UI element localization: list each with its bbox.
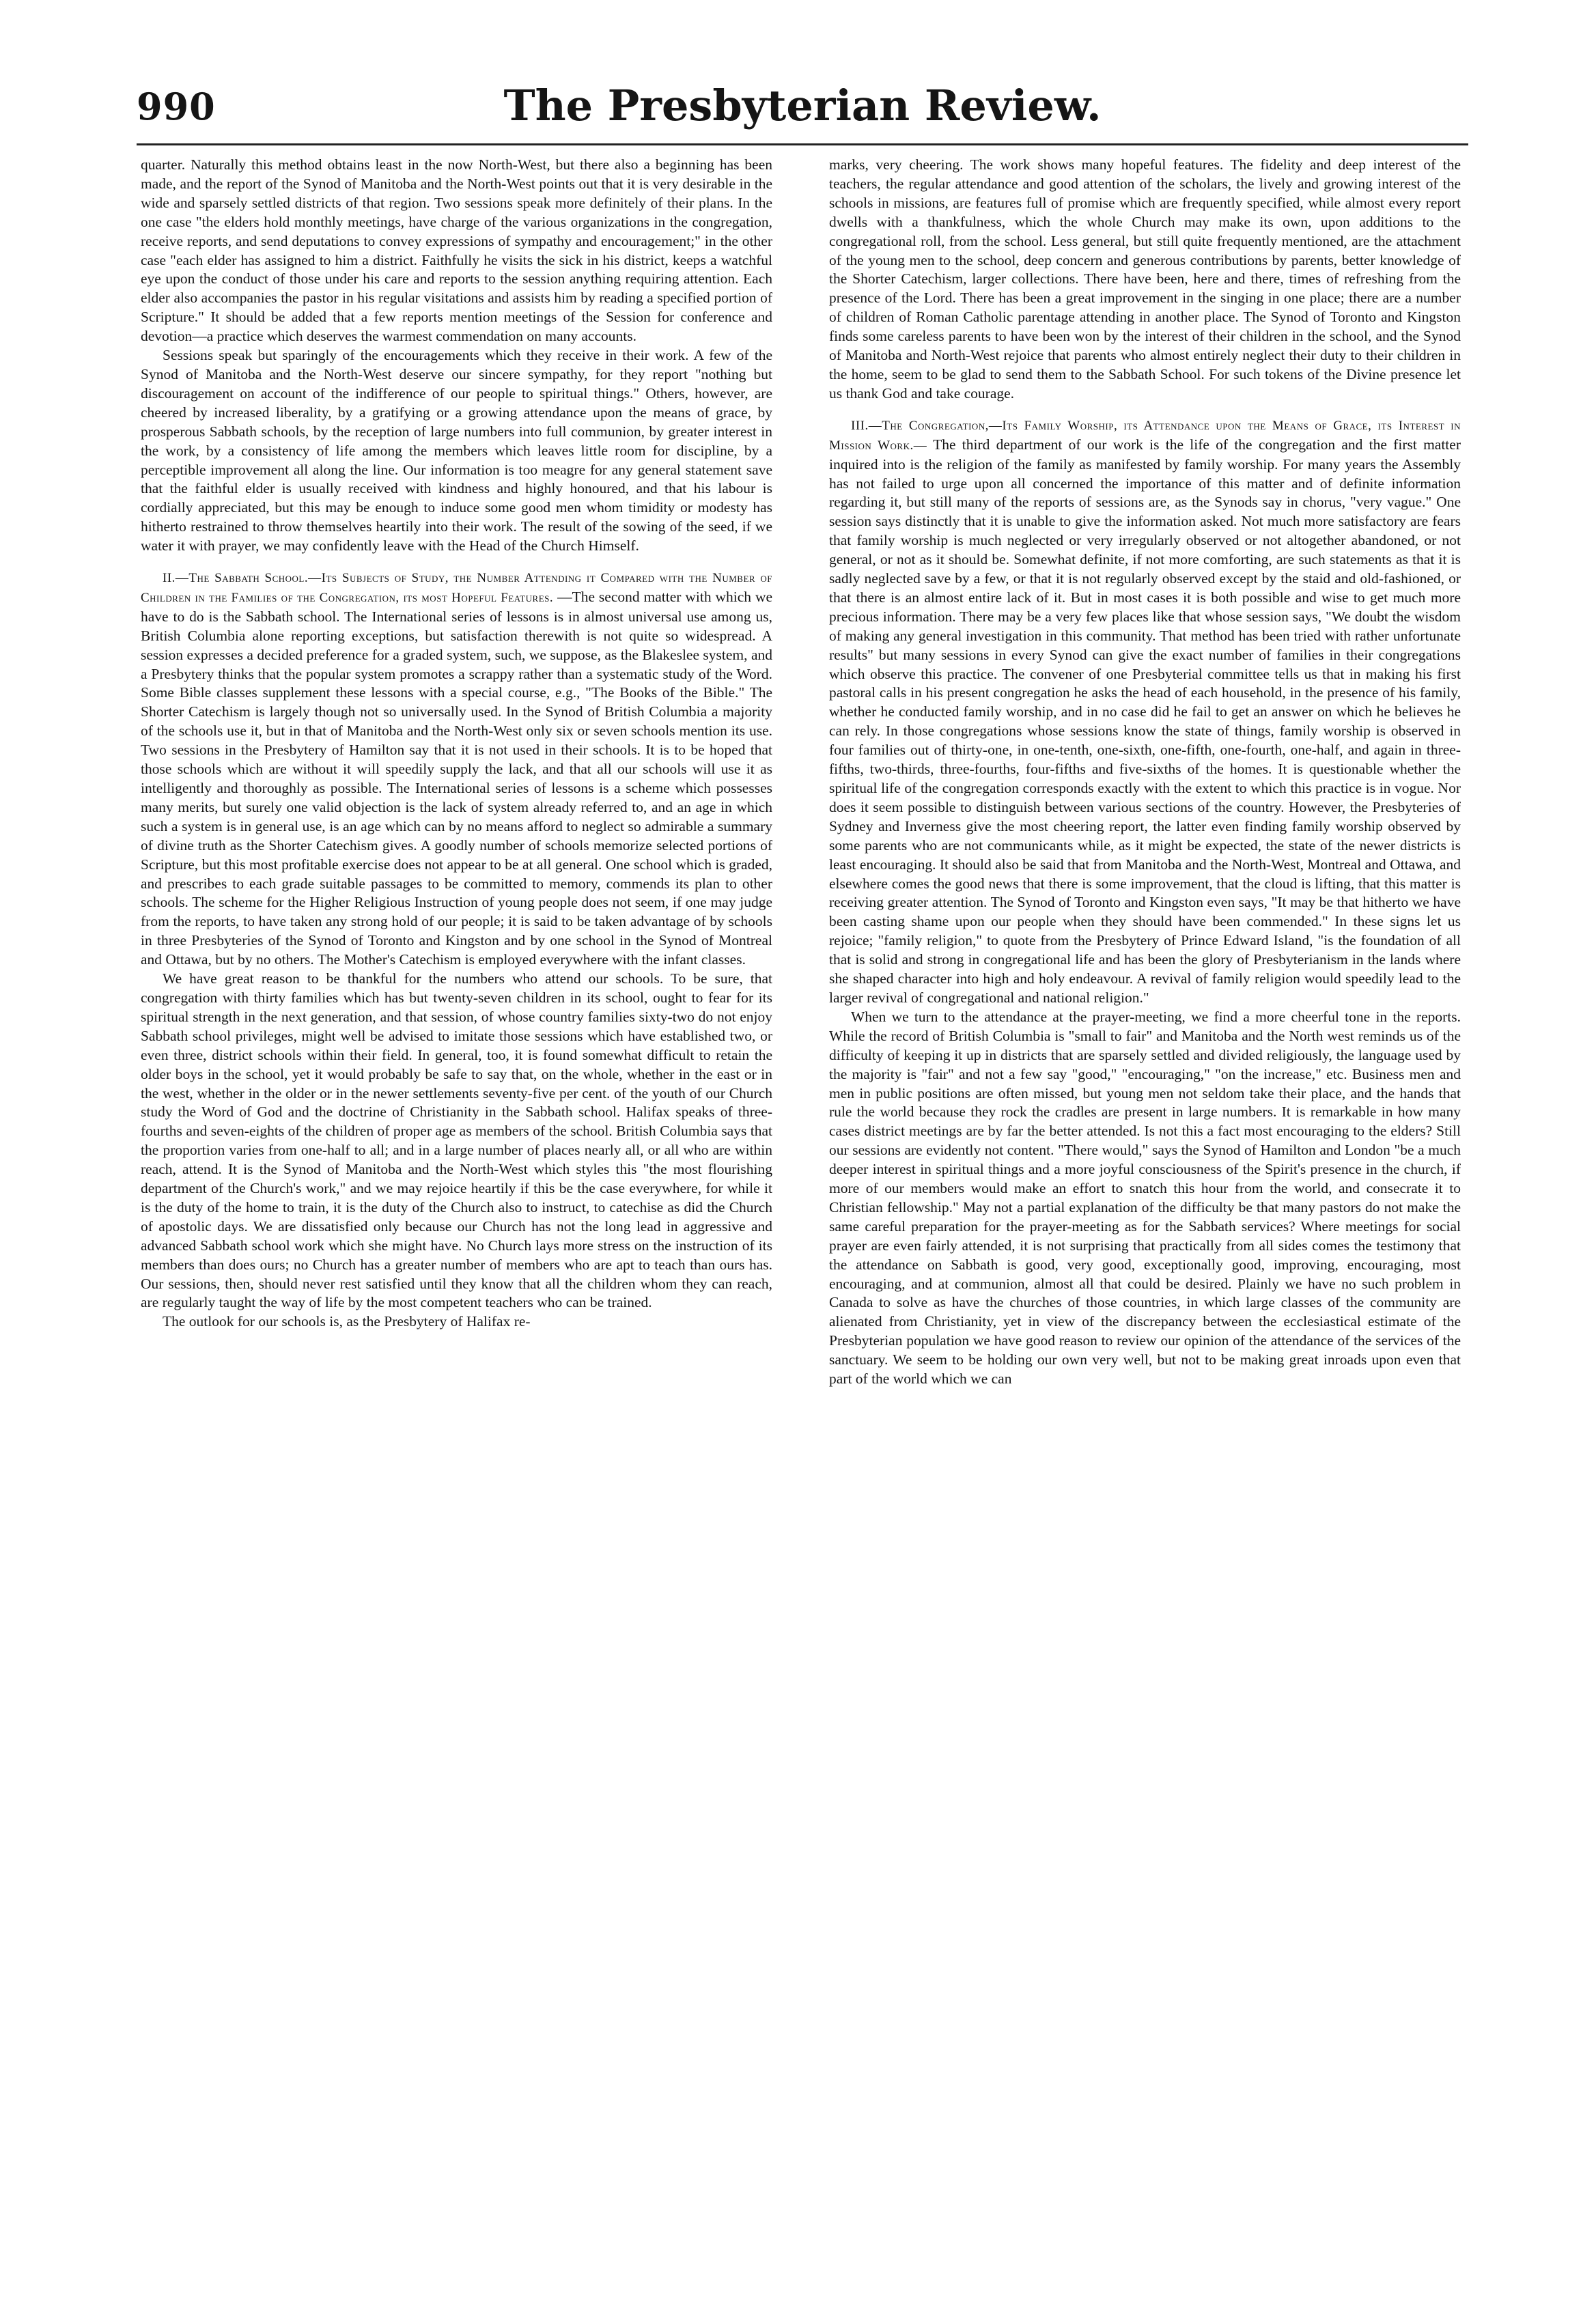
right-column <box>829 156 1461 2307</box>
paragraph: We have great reason to be thankful for the numbers who attend our schools. To be sure, that congregation with thirty families which has but twenty-seven children in its school, ought to fear for its spiritual strength in the next generation, and that session, of whose country families sixty-two do not enjoy Sabbath school privileges, might well be advised to imitate those sessions which have established two, or even three, district schools within their field. In general, too, it is found somewhat difficult to retain the older boys in the school, yet it would probably be safe to say that, on the whole, whether in the east or in the west, whether in the older or in the newer settlements seventy-five per cent. of the youth of our Church study the Word of God and the doctrine of Christianity in the Sabbath school. Halifax speaks of three-fourths and seven-eights of the children of proper age as members of the school. British Columbia says that the proportion varies from one-half to all; and in a large number of places nearly all, or all who are within reach, attend. It is the Synod of Manitoba and the North-West which styles this "the most flourishing department of the Church's work," and we may rejoice heartily if this be the case everywhere, for while it is the duty of the home to train, it is the duty of the Church also to instruct, to catechise as did the Church of apostolic days. We are dissatisfied only because our Church has not the long lead in aggressive and advanced Sabbath school work which she might have. No Church lays more stress on the instruction of its members than does ours; no Church has a greater number of members who are apt to teach than ours has. Our sessions, then, should never rest satisfied until they know that all the children whom they can reach, are regularly taught the way of life by the most competent teachers who can be trained. <box>141 970 772 1311</box>
section-ii <box>141 568 772 970</box>
section-heading: II.—The Sabbath School.—Its Subjects of Study, the Number Attending it Compared with the Number of Children in the Families of the Congregation, its most Hopeful Features. <box>141 571 772 605</box>
paragraph: marks, very cheering. The work shows many hopeful features. The fidelity and deep interest of the teachers, the regular attendance and good attention of the scholars, the lively and growing interest of the schools in missions, are features full of promise which are frequently specified, while almost every report dwells with a thankfulness, which the whole Church may make its own, upon additions to the congregational roll, from the school. Less general, but still quite frequently mentioned, are the attachment of the young men to the school, deep concern and generous contributions by parents, better knowledge of the Shorter Catechism, larger collections. There have been, here and there, times of refreshing from the presence of the Lord. There has been a great improvement in the singing in one place; there are a number of children of Roman Catholic parentage attending in another place. The Synod of Toronto and Kingston finds some careless parents to have been won by the interest of their children in the school, and the Synod of Manitoba and North-West rejoice that parents who almost entirely neglect their duty to their children in the home, seem to be glad to send them to the Sabbath School. For such tokens of the Divine presence let us thank God and take courage. <box>829 156 1461 402</box>
section-heading: III.—The Congregation,—Its Family Worship, its Attendance upon the Means of Grace, its Interest in Mission Work.— <box>829 418 1461 453</box>
paragraph: quarter. Naturally this method obtains least in the now North-West, but there also a beginning has been made, and the report of the Synod of Manitoba and the North-West points out that it is very desirable in the wide and sparsely settled districts of that region. Two sessions speak more definitely of their plans. In the one case "the elders hold monthly meetings, have charge of the various organizations in the congregation, receive reports, and send deputations to convey expressions of sympathy and encouragement;" in the other case "each elder has assigned to him a district. Faithfully he visits the sick in his district, keeps a watchful eye upon the conduct of those under his care and reports to the session anything requiring attention. Each elder also accompanies the pastor in his regular visitations and assists him by reading a specified portion of Scripture." It should be added that a few reports mention meetings of the Session for conference and devotion—a practice which deserves the warmest commendation on many accounts. <box>141 156 772 345</box>
section-iii <box>829 416 1461 1008</box>
left-column <box>141 156 772 2307</box>
paragraph: Sessions speak but sparingly of the encouragements which they receive in their work. A few of the Synod of Manitoba and the North-West deserve our sincere sympathy, for they report "nothing but discouragement on account of the indifference of our people to spiritual things." Others, however, are cheered by increased liberality, by a gratifying or a growing attendance upon the means of grace, by prosperous Sabbath schools, by the reception of large numbers into full communion, by greater interest in the work, by a consistency of life among the members which leaves little room for discipline, by a perceptible improvement all along the line. Our information is too meagre for any general statement save that the faithful elder is usually received with kindness and highly honoured, and that his labour is cordially appreciated, but this may be enough to induce some good men whom timidity or modesty has hitherto restrained to throw themselves heartily into their work. The result of the sowing of the seed, if we water it with prayer, we may confidently leave with the Head of the Church Himself. <box>141 347 772 554</box>
page-number: 990 <box>137 85 216 128</box>
header-rule <box>137 143 1468 145</box>
running-title: The Presbyterian Review. <box>503 81 1102 130</box>
page-header <box>137 81 1468 149</box>
paragraph: When we turn to the attendance at the prayer-meeting, we find a more cheerful tone in the reports. While the record of British Columbia is "small to fair" and Manitoba and the North west reminds us of the difficulty of keeping it up in districts that are sparsely settled and divided religiously, the language used by the majority is "fair" and not a few say "good," "encouraging," "on the increase," etc. Business men and men in public positions are often missed, but young men not seldom take their place, and the hands that rule the world because they rock the cradles are present in large numbers. It is remarkable in how many cases district meetings are by far the better attended. Is not this a fact most encouraging to the elders? Still our sessions are evidently not content. "There would," says the Synod of Hamilton and London "be a much deeper interest in spiritual things and a more joyful consciousness of the Spirit's presence in the church, if more of our members would make an effort to snatch this hour from the world, and consecrate it to Christian fellowship." May not a partial explanation of the difficulty be that many pastors do not make the same careful preparation for the prayer-meeting as for the Sabbath services? Where meetings for social prayer are even fairly attended, it is not surprising that practically from all sides comes the testimony that the attendance on Sabbath is good, very good, exceptionally good, improving, encouraging, most encouraging, and at communion, almost all that could be desired. Plainly we have no such problem in Canada to solve as have the churches of those countries, in which large classes of the community are alienated from Christianity, yet in view of the discrepancy between the ecclesiastical estimate of the Presbyterian population we have good reason to review our opinion of the attendance of the services of the sanctuary. We seem to be holding our own very well, but not to be making great inroads upon even that part of the world which we can <box>829 1008 1461 1388</box>
paragraph: The outlook for our schools is, as the Presbytery of Halifax re- <box>163 1313 531 1330</box>
section-body: The third department of our work is the life of the congregation and the first matter inquired into is the religion of the family as manifested by family worship. For many years the Assembly has not failed to urge upon all concerned the importance of this matter and of definite information regarding it, but still many of the reports of sessions are, as the Synods say in chorus, "very vague." One session says distinctly that it is unable to give the information asked. Not much more satisfactory are fears that family worship is much neglected or very irregularly observed or not altogether abandoned, or not general, or not as it should be. Somewhat definite, if not more comforting, are such statements as that it is sadly neglected save by a few, or that it is not regularly observed except by the staid and old-fashioned, or that there is an almost entire lack of it. But in most cases it is both possible and wise to get much more precious information. There may be a very few places like that whose session says, "We doubt the wisdom of making any general investigation in this community. That method has been tried with rather unfortunate results" but many sessions in every Synod can give the exact number of families in their congregations which observe this practice. The convener of one Presbyterial committee tells us that in making his first pastoral calls in his present congregation he asks the head of each household, in the presence of his family, whether he conducted family worship, and in no case did he fail to get an answer on which he believes he can rely. In those congregations whose sessions know the state of things, family worship is observed in four families out of thirty-one, in one-tenth, one-sixth, one-fifth, one-fourth, one-half, and again in three-fifths, two-thirds, three-fourths, four-fifths and five-sixths of the homes. It is questionable whether the spiritual life of the congregation corresponds exactly with the extent to which this practice is in vogue. Nor does it seem possible to distinguish between various sections of the country. However, the Presbyteries of Sydney and Inverness give the most cheering report, the latter even finding family worship observed by some parents who are not communicants while, as it might be expected, the state of the newer districts is least encouraging. It should also be said that from Manitoba and the North-West, Montreal and Ottawa, and elsewhere comes the good news that there is some improvement, that the cloud is lifting, that this matter is receiving greater attention. The Synod of Toronto and Kingston even says, "It may be that hitherto we have been casting shame upon our people when they should have been commended." In these signs let us rejoice; "family religion," to quote from the Presbytery of Prince Edward Island, "is the foundation of all that is solid and strong in congregational life and has been the glory of Presbyterianism in the lands where she shaped character into high and holy endeavour. A revival of family religion would speedily lead to the larger revival of congregational and national religion." <box>829 436 1461 1006</box>
section-body: —The second matter with which we have to do is the Sabbath school. The International series of lessons is in almost universal use among us, British Columbia alone reporting exceptions, but satisfaction therewith is not quite so widespread. A session expresses a decided preference for a graded system, such, we suppose, as the Blakeslee system, and a Presbytery thinks that the popular system promotes a scrappy rather than a systematic study of the Word. Some Bible classes supplement these lessons with a special course, e.g., "The Books of the Bible." The Shorter Catechism is largely though not so universally used. In the Synod of British Columbia a majority of the schools use it, but in that of Manitoba and the North-West only six or seven schools mention its use. Two sessions in the Presbytery of Hamilton say that it is not used in their schools. It is to be hoped that those schools which are without it will speedily supply the lack, and that all our schools will use it as intelligently and thoroughly as possible. The International series of lessons is a scheme which possesses many merits, but surely one valid objection is the lack of system already referred to, and an age in which such a system is in general use, is an age which can by no means afford to neglect so admirable a summary of divine truth as the Shorter Catechism gives. A goodly number of schools memorize selected portions of Scripture, but this most profitable exercise does not appear to be at all general. One school which is graded, and prescribes to each grade suitable passages to be committed to memory, commends its plan to other schools. The scheme for the Higher Religious Instruction of young people does not seem, if one may judge from the reports, to have taken any strong hold of our people; it is said to be taken advantage of by schools in three Presbyteries of the Synod of Toronto and Kingston and by one school in the Synod of Montreal and Ottawa, but by no others. The Mother's Catechism is employed everywhere with the infant classes. <box>141 588 772 968</box>
